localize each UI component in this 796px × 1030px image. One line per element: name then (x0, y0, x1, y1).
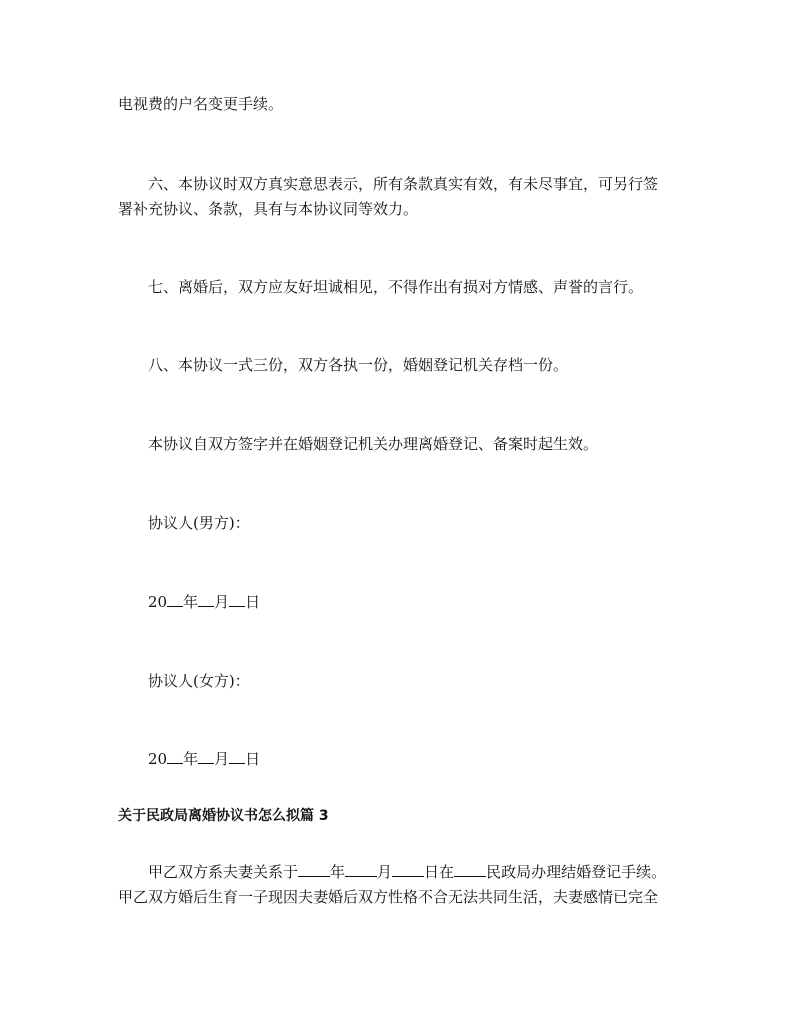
day-blank (392, 862, 424, 877)
month-label: 月 (377, 863, 393, 881)
date-prefix: 20 (148, 750, 168, 768)
clause-7: 七、离婚后，双方应友好坦诚相见，不得作出有损对方情感、声誉的言行。 (148, 278, 644, 296)
paragraph-continuation: 电视费的户名变更手续。 (118, 95, 284, 113)
day-label: 日 (245, 750, 261, 768)
signatory-male-label: 协议人(男方)： (148, 514, 250, 532)
section-3-para-line-2: 甲乙双方婚后生育一子现因夫妻婚后双方性格不合无法共同生活，夫妻感情已完全 (118, 888, 659, 906)
section-3-heading: 关于民政局离婚协议书怎么拟篇 3 (118, 808, 329, 824)
day-blank (229, 749, 245, 764)
clause-6-line-1: 六、本协议时双方真实意思表示，所有条款真实有效，有未尽事宜，可另行签 (148, 175, 659, 193)
month-blank (198, 592, 214, 607)
month-blank (198, 749, 214, 764)
bureau-blank (454, 862, 486, 877)
month-label: 月 (214, 593, 230, 611)
year-label: 年 (330, 863, 346, 881)
day-label: 日 (245, 593, 261, 611)
year-label: 年 (183, 593, 199, 611)
year-blank (298, 862, 330, 877)
month-blank (345, 862, 377, 877)
day-blank (229, 592, 245, 607)
year-blank (167, 749, 183, 764)
month-label: 月 (214, 750, 230, 768)
year-label: 年 (183, 750, 199, 768)
day-label: 日在 (424, 863, 455, 881)
effective-clause: 本协议自双方签字并在婚姻登记机关办理离婚登记、备案时起生效。 (148, 435, 599, 453)
signatory-female-label: 协议人(女方)： (148, 672, 250, 690)
text-segment: 民政局办理结婚登记手续。 (486, 863, 667, 881)
date-prefix: 20 (148, 593, 168, 611)
date-line-male (148, 592, 260, 612)
year-blank (167, 592, 183, 607)
clause-8: 八、本协议一式三份，双方各执一份，婚姻登记机关存档一份。 (148, 356, 569, 374)
text-segment: 甲乙双方系夫妻关系于 (148, 863, 299, 881)
date-line-female (148, 749, 260, 769)
section-3-para-line-1 (148, 862, 666, 882)
clause-6-line-2: 署补充协议、条款，具有与本协议同等效力。 (118, 200, 419, 218)
